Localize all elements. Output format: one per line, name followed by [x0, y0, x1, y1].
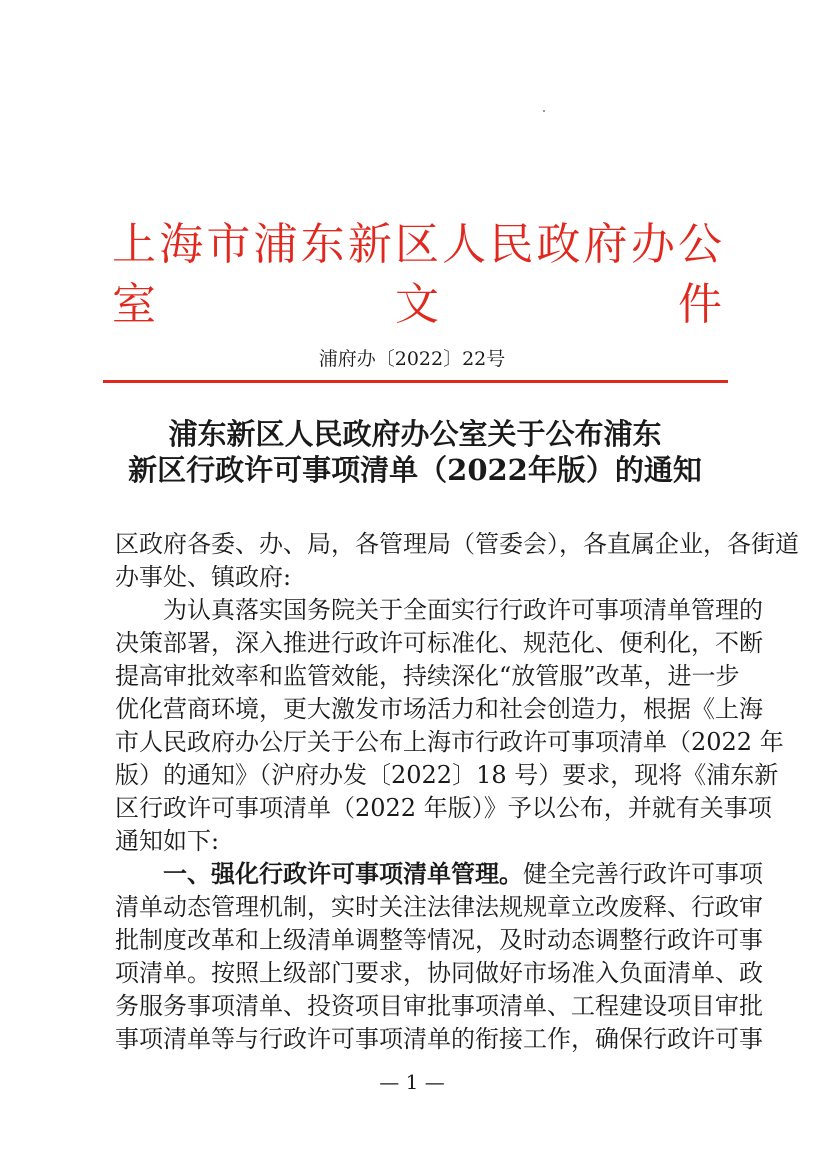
paragraph-line: 区行政许可事项清单（2022 年版）》予以公布，并就有关事项: [115, 794, 772, 822]
paragraph-line: 通知如下:: [115, 827, 220, 855]
paragraph-line: 事项清单等与行政许可事项清单的衔接工作，确保行政许可事: [115, 1025, 763, 1053]
paragraph-line: 项清单。按照上级部门要求，协同做好市场准入负面清单、政: [115, 959, 763, 987]
document-title-line-1: 浦东新区人民政府办公室关于公布浦东: [168, 417, 662, 451]
addressee-line: 办事处、镇政府:: [115, 563, 292, 591]
document-title-line-2: 新区行政许可事项清单（2022年版）的通知: [128, 453, 702, 487]
paragraph-line: 提高审批效率和监管效能，持续深化“放管服”改革，进一步: [115, 662, 740, 690]
paragraph-line: 为认真落实国务院关于全面实行行政许可事项清单管理的: [163, 596, 763, 624]
issuer-title: 上海市浦东新区人民政府办公室文件: [112, 219, 722, 330]
addressee-line: 区政府各委、办、局，各管理局（管委会），各直属企业，各街道: [115, 530, 799, 558]
paragraph-line: 优化营商环境，更大激发市场活力和社会创造力，根据《上海: [115, 695, 763, 723]
paragraph-line: 清单动态管理机制，实时关注法律法规规章立改废释、行政审: [115, 893, 763, 921]
document-number: 浦府办〔2022〕22号: [318, 348, 506, 370]
section-1-first-line: [163, 858, 763, 890]
paragraph-line: 市人民政府办公厅关于公布上海市行政许可事项清单（2022 年: [115, 728, 784, 756]
page-number: — 1 —: [379, 1070, 445, 1094]
paragraph-line: 决策部署，深入推进行政许可标准化、规范化、便利化，不断: [115, 629, 763, 657]
red-divider: [103, 380, 728, 383]
scan-speck: [543, 110, 545, 112]
paragraph-line: 批制度改革和上级清单调整等情况，及时动态调整行政许可事: [115, 926, 763, 954]
section-1-text: 健全完善行政许可事项: [523, 860, 763, 888]
paragraph-line: 务服务事项清单、投资项目审批事项清单、工程建设项目审批: [115, 992, 763, 1020]
paragraph-line: 版）的通知》（沪府办发〔2022〕18 号）要求，现将《浦东新: [115, 761, 779, 789]
section-1-heading: 一、强化行政许可事项清单管理。: [163, 859, 523, 888]
